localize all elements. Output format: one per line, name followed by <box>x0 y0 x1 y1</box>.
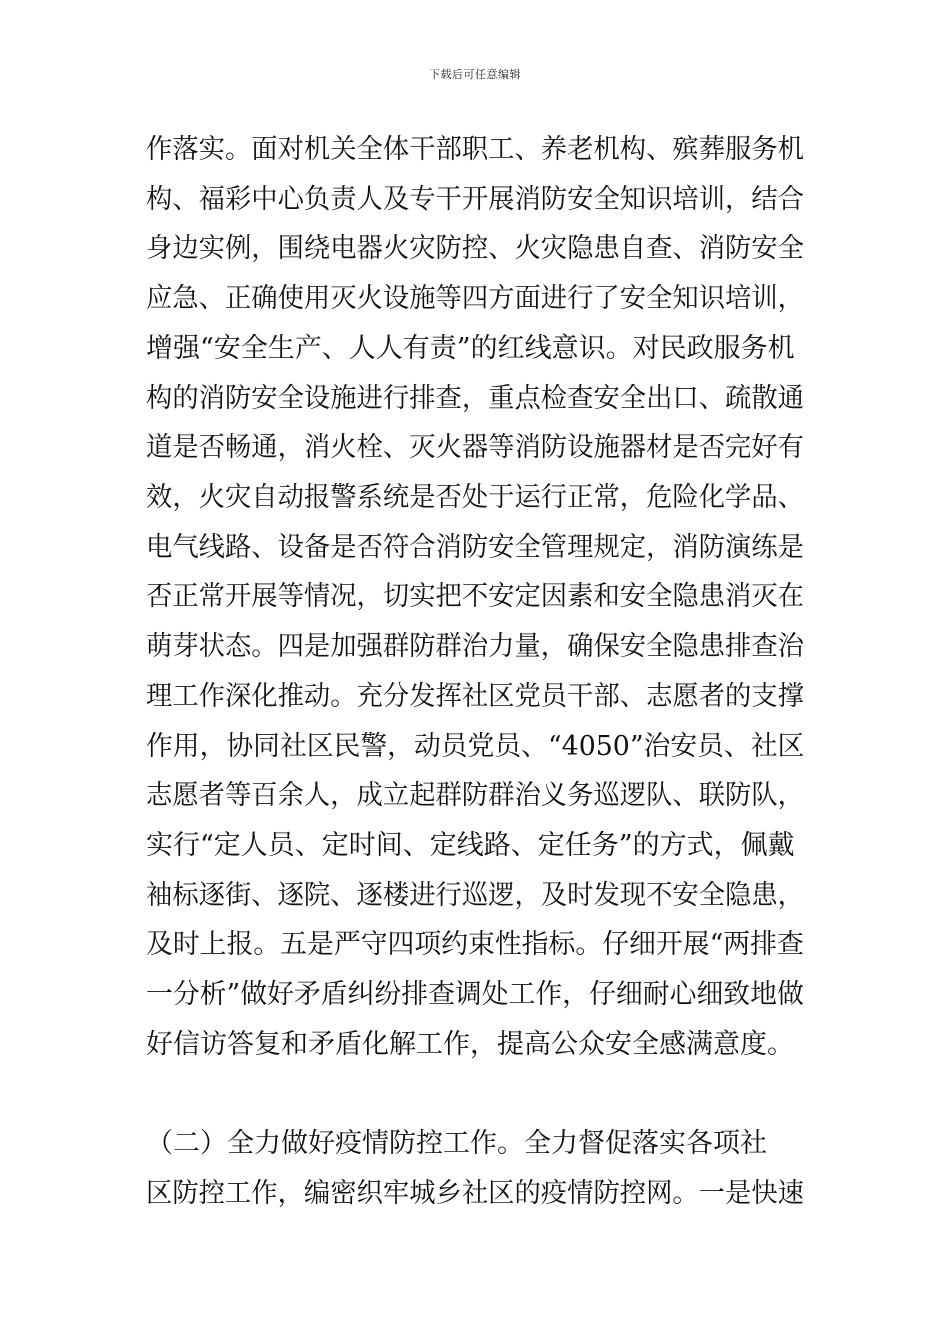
text-line: 否正常开展等情况，切实把不安定因素和安全隐患消灭在 <box>146 581 804 612</box>
text-line: 袖标逐街、逐院、逐楼进行巡逻，及时发现不安全隐患， <box>146 880 804 911</box>
text-line: 理工作深化推动。充分发挥社区党员干部、志愿者的支撑 <box>146 681 804 712</box>
page-header-note: 下载后可任意编辑 <box>429 68 521 81</box>
text-line: 志愿者等百余人，成立起群防群治义务巡逻队、联防队， <box>146 780 804 811</box>
text-line: 电气线路、设备是否符合消防安全管理规定，消防演练是 <box>146 532 804 563</box>
text-line: 萌芽状态。四是加强群防群治力量，确保安全隐患排查治 <box>146 631 804 662</box>
text-line: （二）全力做好疫情防控工作。全力督促落实各项社 <box>146 1128 767 1159</box>
text-line: 区防控工作，编密织牢城乡社区的疫情防控网。一是快速 <box>146 1178 804 1209</box>
text-line: 效，火灾自动报警系统是否处于运行正常，危险化学品、 <box>146 482 804 513</box>
text-line: 构的消防安全设施进行排查，重点检查安全出口、疏散通 <box>146 383 804 414</box>
text-line: 道是否畅通，消火栓、灭火器等消防设施器材是否完好有 <box>146 432 804 463</box>
text-line: 构、福彩中心负责人及专干开展消防安全知识培训，结合 <box>146 184 804 215</box>
text-line: 实行“定人员、定时间、定线路、定任务”的方式，佩戴 <box>146 830 795 861</box>
text-line: 作用，协同社区民警，动员党员、“4050”治安员、社区 <box>146 731 805 762</box>
text-line: 应急、正确使用灭火设施等四方面进行了安全知识培训， <box>146 283 804 314</box>
text-line: 身边实例，围绕电器火灾防控、火灾隐患自查、消防安全 <box>146 233 804 264</box>
text-line: 增强“安全生产、人人有责”的红线意识。对民政服务机 <box>146 333 795 364</box>
text-line: 作落实。面对机关全体干部职工、养老机构、殡葬服务机 <box>146 134 804 165</box>
text-line: 好信访答复和矛盾化解工作，提高公众安全感满意度。 <box>146 1029 794 1060</box>
text-line: 及时上报。五是严守四项约束性指标。仔细开展“两排查 <box>146 929 804 960</box>
text-line: 一分析”做好矛盾纠纷排查调处工作，仔细耐心细致地做 <box>146 979 804 1010</box>
